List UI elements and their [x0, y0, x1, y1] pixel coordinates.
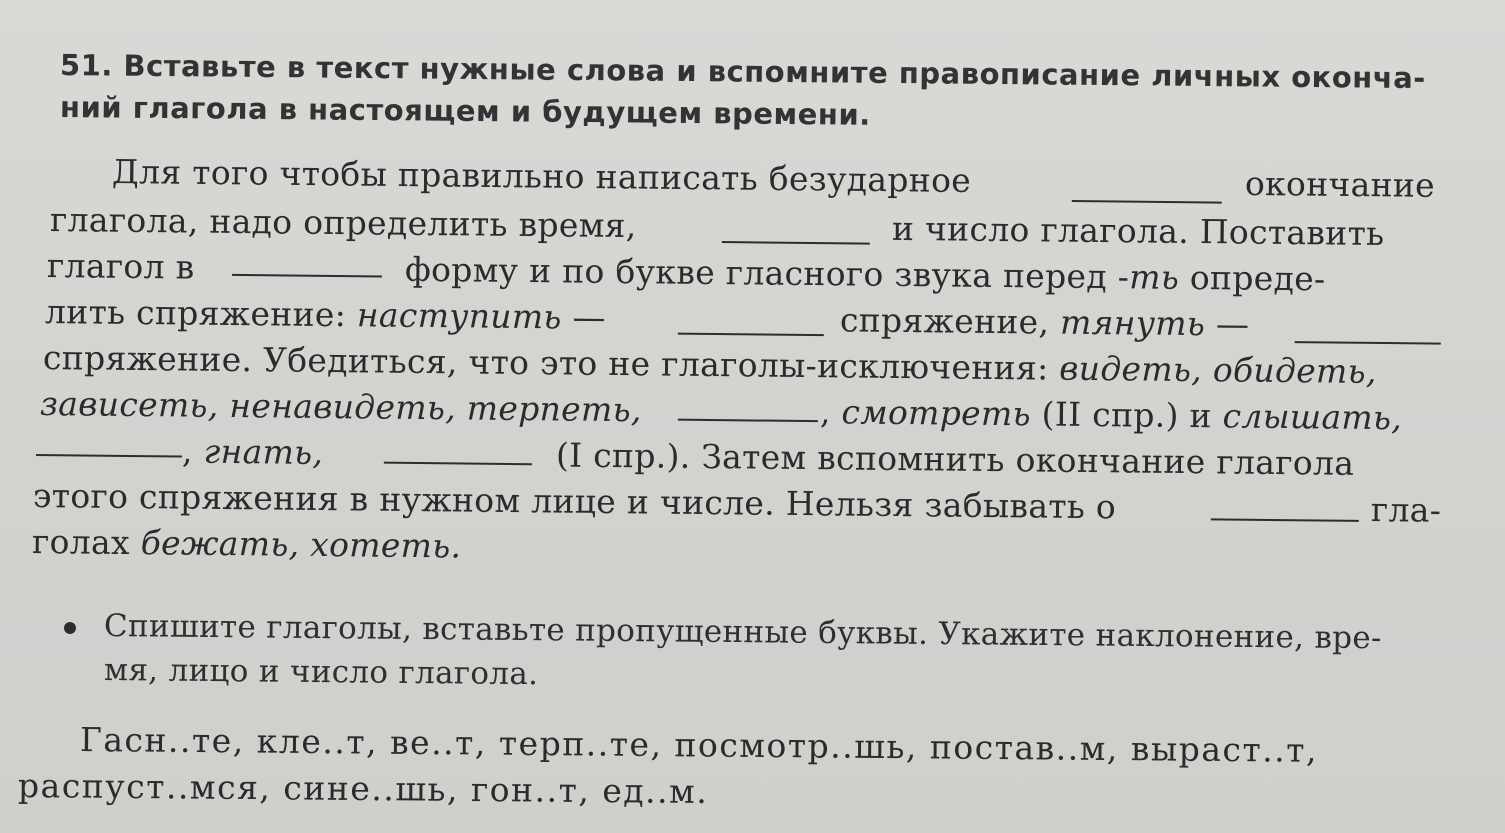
blank-4 — [678, 333, 824, 337]
verb-list-line-1: Гасн..те, кле..т, ве..т, терп..те, посмотр..шь, постав..м, выраст..т, — [79, 720, 1319, 770]
blank-9 — [1211, 518, 1359, 522]
blank-7 — [36, 454, 182, 458]
exercise-number: 51. — [59, 48, 114, 83]
blank-2 — [722, 241, 870, 245]
blank-8 — [384, 462, 532, 466]
blank-3 — [232, 274, 382, 278]
heading-line-2: ний глагола в настоящем и будущем времени. — [59, 90, 871, 132]
paragraph-line-6: зависеть, ненавидеть, терпеть, , смотреть (II спр.) и слышать, — [39, 384, 1403, 438]
paragraph-line-5: спряжение. Убедиться, что это не глаголы-исключения: видеть, обидеть, — [42, 338, 1377, 391]
blank-1 — [1072, 200, 1222, 204]
paragraph-line-9: голах бежать, хотеть. — [31, 522, 462, 566]
blank-6 — [678, 419, 818, 422]
paragraph-line-8: этого спряжения в нужном лице и числе. Нельзя забывать о гла- — [32, 476, 1442, 530]
heading-text-1: Вставьте в текст нужные слова и вспомните правописание личных оконча- — [123, 48, 1426, 96]
paragraph-line-4: лить спряжение: наступить — спряжение, тянуть — — [45, 292, 1445, 347]
paragraph-line-2: глагола, надо определить время, и число глагола. Поставить — [49, 200, 1385, 253]
heading-line-1 — [60, 48, 1426, 95]
task-line-1: Спишите глаголы, вставьте пропущенные буквы. Укажите наклонение, вре- — [103, 608, 1382, 657]
task-line-2: мя, лицо и число глагола. — [103, 652, 539, 693]
paragraph-line-1: Для того чтобы правильно написать безударное окончание — [111, 152, 1436, 205]
verb-list-line-2: распуст..мся, сине..шь, гон..т, ед..м. — [17, 766, 709, 812]
paragraph-line-3: глагол в форму и по букве гласного звука перед -ть опреде- — [46, 246, 1326, 299]
paragraph-line-7: , гнать, (I спр.). Затем вспомнить окончание глагола — [36, 430, 1446, 485]
blank-5 — [1295, 341, 1441, 345]
bullet-icon — [64, 622, 76, 634]
